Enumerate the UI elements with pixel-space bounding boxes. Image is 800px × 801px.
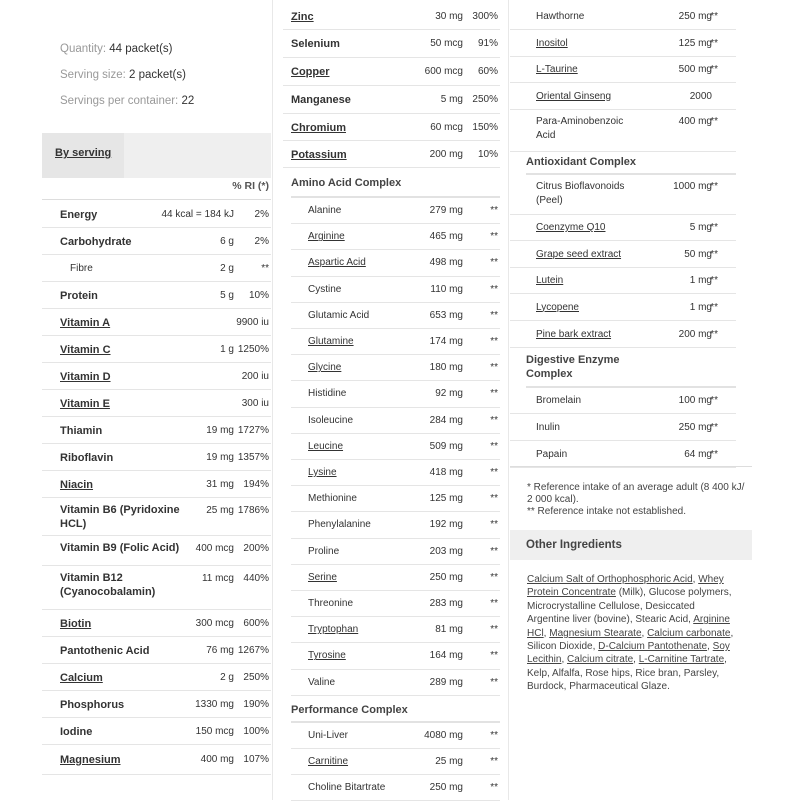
ingredient-ri: ** <box>710 275 718 286</box>
ingredient-amount: 418 mg <box>429 467 463 479</box>
nutrient-row <box>42 637 271 664</box>
ingredient-link[interactable]: Zinc <box>291 10 314 23</box>
ingredient-amount: 1 mg <box>689 275 712 286</box>
ingredient-link[interactable]: Tryptophan <box>308 624 359 636</box>
ingredient-name: Histidine <box>308 388 347 400</box>
ri-column-header: % RI (*) <box>232 180 269 192</box>
ingredient-amount: 465 mg <box>429 231 463 243</box>
ingredient-ri: ** <box>710 328 718 340</box>
tab-by-serving[interactable] <box>42 133 124 178</box>
ingredient-ri: ** <box>710 37 718 49</box>
nutrient-amount: 9900 iu <box>236 316 269 328</box>
ingredient-link[interactable]: L-Taurine <box>536 64 578 75</box>
nutrient-link[interactable]: Calcium <box>60 671 103 684</box>
ingredient-link[interactable]: Magnesium Stearate <box>549 627 642 639</box>
ingredient-amount: 250 mg <box>678 10 712 22</box>
ingredient-name: Papain <box>536 448 568 460</box>
ingredient-amount: 203 mg <box>429 545 463 557</box>
nutrient-ri: 200% <box>243 543 269 554</box>
ingredient-name: Uni-Liver <box>308 730 349 741</box>
amino-row <box>291 512 500 538</box>
nutrient-ri: 2% <box>254 208 269 220</box>
nutrient-row <box>42 201 271 228</box>
nutrient-amount: 400 mg <box>200 754 234 765</box>
nutrient-row <box>42 566 271 610</box>
ingredient-text: , <box>641 627 648 639</box>
nutrient-link[interactable]: Vitamin E <box>60 397 110 410</box>
ingredient-amount: 174 mg <box>429 336 463 348</box>
nutrient-row <box>42 664 271 691</box>
nutrient-ri: 440% <box>243 573 269 584</box>
nutrient-amount: 19 mg <box>206 451 234 463</box>
mineral-row <box>283 30 500 58</box>
nutrient-row <box>42 718 271 745</box>
antioxidant-row <box>510 321 736 348</box>
performance-row <box>291 749 500 775</box>
servings-per-container-value: 22 <box>181 95 195 107</box>
ingredient-name: Threonine <box>308 598 354 610</box>
nutrient-name: Phosphorus <box>60 698 125 711</box>
ingredient-link[interactable]: Glycine <box>308 362 342 374</box>
ingredient-ri: ** <box>710 222 718 233</box>
ingredient-ri: ** <box>490 336 498 348</box>
ingredient-ri: ** <box>490 257 498 269</box>
ingredient-amount: 498 mg <box>429 257 463 269</box>
ingredient-link[interactable]: Calcium carbonate <box>647 627 731 639</box>
amino-row <box>291 643 500 669</box>
nutrient-row <box>42 228 271 255</box>
other-ingredients-header <box>510 530 752 560</box>
ingredient-link[interactable]: Copper <box>291 66 330 78</box>
ingredient-amount: 30 mg <box>435 10 463 22</box>
ingredient-amount: 92 mg <box>435 388 463 400</box>
nutrient-ri: 10% <box>248 289 269 301</box>
ingredient-name: Hawthorne <box>536 10 585 22</box>
ingredient-link[interactable]: Glutamine <box>308 336 354 348</box>
ingredient-link[interactable]: Tyrosine <box>308 650 346 662</box>
nutrient-row <box>42 536 271 566</box>
ingredient-link[interactable]: L-Carnitine Tartrate <box>638 654 725 666</box>
ingredient-link[interactable]: Carnitine <box>308 756 349 767</box>
nutrient-row <box>42 255 271 282</box>
ingredient-ri: ** <box>490 650 498 662</box>
ingredient-amount: 5 mg <box>689 222 712 233</box>
nutrient-link[interactable]: Vitamin A <box>60 316 111 329</box>
ingredient-amount: 60 mcg <box>430 121 463 133</box>
nutrient-link[interactable]: Magnesium <box>60 754 121 766</box>
ingredient-amount: 1000 mg <box>673 181 712 192</box>
other-ingredients-list <box>527 573 739 694</box>
amino-row <box>291 303 500 329</box>
ingredient-name: Bromelain <box>536 395 582 406</box>
nutrient-row <box>42 390 271 417</box>
nutrient-name: Vitamin B6 (Pyridoxine HCL) <box>60 504 180 530</box>
herbal-row <box>510 110 736 152</box>
amino-row <box>291 460 500 486</box>
nutrient-row <box>42 282 271 309</box>
header-divider <box>42 199 271 200</box>
antioxidant-row <box>510 268 736 294</box>
ingredient-ri: 60% <box>477 66 498 77</box>
tab-by-serving-label: By serving <box>55 147 112 159</box>
ingredient-link[interactable]: Calcium citrate <box>567 654 634 666</box>
ingredient-ri: ** <box>490 440 498 452</box>
ingredient-name: Citrus Bioflavonoids (Peel) <box>536 181 625 206</box>
ingredient-amount: 509 mg <box>429 440 463 452</box>
amino-row <box>291 381 500 407</box>
ingredient-amount: 110 mg <box>430 283 463 295</box>
ingredient-name: Choline Bitartrate <box>308 782 386 793</box>
amino-row <box>291 329 500 355</box>
ingredient-name: Isoleucine <box>308 414 354 426</box>
ingredient-name: Para-Aminobenzoic Acid <box>536 116 624 141</box>
ingredient-amount: 500 mg <box>678 64 712 75</box>
ingredient-ri: ** <box>490 309 498 321</box>
ingredient-link[interactable]: Potassium <box>291 148 347 161</box>
ingredient-ri: ** <box>710 64 718 75</box>
nutrient-amount: 6 g <box>220 235 234 247</box>
nutrient-name: Carbohydrate <box>60 235 132 248</box>
mineral-row <box>283 141 500 168</box>
nutrient-row <box>42 691 271 718</box>
nutrient-ri: 1727% <box>237 424 269 436</box>
nutrient-link[interactable]: Vitamin D <box>60 370 111 383</box>
herbal-row <box>510 83 736 110</box>
quantity-label: Quantity: <box>60 43 107 55</box>
ingredient-amount: 192 mg <box>429 519 463 531</box>
other-ingredients-title: Other Ingredients <box>526 539 622 551</box>
ingredient-ri: ** <box>490 545 498 557</box>
footnote-not-established: ** Reference intake not established. <box>527 506 686 517</box>
nutrient-amount: 11 mcg <box>201 573 234 584</box>
ingredient-link[interactable]: Arginine <box>308 231 345 243</box>
ingredient-amount: 164 mg <box>429 650 463 662</box>
nutrient-ri: 1357% <box>237 451 269 463</box>
ingredient-amount: 400 mg <box>678 116 712 127</box>
quantity-line <box>60 43 173 55</box>
amino-row <box>291 670 500 696</box>
nutrient-amount: 44 kcal = 184 kJ <box>161 208 234 220</box>
ingredient-name: Cystine <box>308 283 342 295</box>
nutrient-name: Fibre <box>70 262 93 274</box>
ingredient-name: Phenylalanine <box>308 519 371 531</box>
amino-row <box>291 250 500 276</box>
nutrient-name: Iodine <box>60 725 93 738</box>
ingredient-text: , <box>692 574 699 585</box>
nutrient-amount: 19 mg <box>206 424 234 436</box>
nutrient-row <box>42 610 271 637</box>
ingredient-text: , <box>561 654 568 666</box>
nutrient-amount: 25 mg <box>206 505 234 516</box>
amino-row <box>291 355 500 381</box>
ingredient-name: Alanine <box>308 205 342 217</box>
ingredient-link[interactable]: Leucine <box>308 440 344 452</box>
nutrient-amount: 31 mg <box>206 478 234 490</box>
serving-size-value: 2 packet(s) <box>129 69 186 81</box>
antioxidant-row <box>510 215 736 241</box>
ingredient-amount: 250 mg <box>429 782 463 793</box>
nutrient-amount: 76 mg <box>206 644 234 656</box>
ingredient-ri: 91% <box>477 38 498 49</box>
ingredient-amount: 250 mg <box>678 421 712 433</box>
nutrient-ri: 190% <box>243 698 269 710</box>
nutrient-name: Vitamin B9 (Folic Acid) <box>60 542 180 554</box>
nutrient-link[interactable]: Biotin <box>60 617 92 630</box>
ingredient-link[interactable]: Serine <box>308 571 337 583</box>
performance-row <box>291 775 500 801</box>
ingredient-amount: 200 mg <box>429 148 463 160</box>
ingredient-name: Glutamic Acid <box>308 309 370 321</box>
ingredient-ri: ** <box>490 414 498 426</box>
ingredient-link[interactable]: D-Calcium Pantothenate <box>598 641 708 653</box>
ingredient-link[interactable]: Lysine <box>308 467 337 479</box>
ingredient-text: (Milk), Glucose polymers, Microcrystalline Cellulose, Desiccated Argentine liver (bovine), Stearic Acid, <box>527 587 732 626</box>
ingredient-ri: ** <box>490 782 498 793</box>
ingredient-amount: 125 mg <box>678 37 712 49</box>
ingredient-ri: ** <box>490 205 498 217</box>
ingredient-ri: ** <box>710 181 718 192</box>
nutrient-amount: 400 mcg <box>195 543 234 554</box>
notes-divider <box>510 466 752 467</box>
performance-complex-title: Performance Complex <box>291 704 408 716</box>
nutrient-ri: 250% <box>243 671 269 683</box>
ingredient-link[interactable]: Lutein <box>536 275 564 286</box>
ingredient-link[interactable]: Arginine HCl <box>527 614 730 639</box>
mineral-row <box>283 3 500 30</box>
ingredient-ri: ** <box>490 571 498 583</box>
nutrient-ri: 1250% <box>237 343 269 355</box>
ingredient-link[interactable]: Aspartic Acid <box>308 257 366 269</box>
ingredient-ri: ** <box>710 248 718 260</box>
ingredient-amount: 653 mg <box>429 309 463 321</box>
nutrient-ri: ** <box>261 262 269 274</box>
ingredient-name: Selenium <box>291 38 340 50</box>
ingredient-ri: ** <box>710 448 718 460</box>
ingredient-ri: ** <box>710 301 718 313</box>
ingredient-link[interactable]: Inositol <box>536 37 568 49</box>
servings-per-container-label: Servings per container: <box>60 95 179 107</box>
ingredient-ri: ** <box>490 598 498 610</box>
ingredient-text: , <box>633 654 639 666</box>
ingredient-amount: 279 mg <box>429 205 463 217</box>
amino-row <box>291 224 500 250</box>
herbal-row <box>510 57 736 83</box>
amino-row <box>291 277 500 303</box>
ingredient-name: Valine <box>308 676 336 688</box>
nutrient-ri: 1786% <box>237 505 269 516</box>
ingredient-link[interactable]: Grape seed extract <box>536 248 622 260</box>
ingredient-link[interactable]: Soy Lecithin <box>527 641 730 666</box>
ingredient-ri: 150% <box>472 121 498 133</box>
nutrient-ri: 600% <box>243 617 269 629</box>
ingredient-link[interactable]: Coenzyme Q10 <box>536 222 606 233</box>
enzyme-row <box>510 441 736 468</box>
ingredient-link[interactable]: Lycopene <box>536 301 579 313</box>
nutrient-name: Protein <box>60 289 98 302</box>
ingredient-amount: 50 mg <box>684 248 712 260</box>
nutrient-amount: 5 g <box>220 289 234 301</box>
footnote-ri: * Reference intake of an average adult (8 400 kJ/ 2 000 kcal). <box>527 482 745 505</box>
ingredient-amount: 50 mcg <box>430 38 463 49</box>
serving-size-line <box>60 69 186 81</box>
ingredient-amount: 1 mg <box>689 301 712 313</box>
ingredient-ri: 250% <box>472 94 498 105</box>
ingredient-amount: 180 mg <box>429 362 463 374</box>
ingredient-ri: 300% <box>472 10 498 22</box>
nutrient-ri: 1267% <box>237 644 269 656</box>
herbal-row <box>510 3 736 30</box>
ingredient-amount: 283 mg <box>429 598 463 610</box>
nutrient-row <box>42 309 271 336</box>
ingredient-amount: 200 mg <box>678 328 712 340</box>
performance-row <box>291 723 500 749</box>
ingredient-text: , Kelp, Alfalfa, Rose hips, Rice bran, Parsley, Burdock, Pharmaceutical Glaze. <box>527 654 727 693</box>
ingredient-amount: 284 mg <box>429 414 463 426</box>
nutrient-row <box>42 417 271 444</box>
ingredient-link[interactable]: Chromium <box>291 121 346 134</box>
nutrient-amount: 150 mcg <box>195 725 234 737</box>
ingredient-amount: 125 mg <box>429 493 463 505</box>
amino-row <box>291 591 500 617</box>
ingredient-ri: ** <box>490 467 498 479</box>
nutrient-row <box>42 444 271 471</box>
nutrient-ri: 100% <box>243 725 269 737</box>
amino-row <box>291 617 500 643</box>
nutrient-name: Vitamin B12 (Cyanocobalamin) <box>60 572 156 598</box>
nutrient-amount: 2 g <box>220 262 234 274</box>
nutrient-amount: 300 mcg <box>195 617 234 629</box>
antioxidant-row <box>510 294 736 321</box>
ingredient-ri: ** <box>490 730 498 741</box>
nutrient-row <box>42 471 271 498</box>
serving-size-label: Serving size: <box>60 69 126 81</box>
nutrient-ri: 107% <box>243 754 269 765</box>
nutrient-name: Pantothenic Acid <box>60 644 150 657</box>
ingredient-ri: ** <box>490 519 498 531</box>
ingredient-link[interactable]: Calcium Salt of Orthophosphoric Acid <box>527 574 693 585</box>
nutrient-amount: 2 g <box>220 671 234 683</box>
nutrient-amount: 1330 mg <box>195 698 234 710</box>
nutrient-amount: 300 iu <box>241 397 269 409</box>
nutrient-ri: 2% <box>254 235 269 247</box>
enzyme-row <box>510 414 736 441</box>
nutrient-amount: 1 g <box>220 343 234 355</box>
amino-acid-complex-title: Amino Acid Complex <box>291 177 402 189</box>
nutrient-name: Thiamin <box>60 424 103 437</box>
ingredient-name: Methionine <box>308 493 357 505</box>
nutrient-row <box>42 745 271 775</box>
amino-row <box>291 565 500 591</box>
serving-tab-bar <box>42 133 271 178</box>
mineral-row <box>283 114 500 141</box>
nutrient-row <box>42 336 271 363</box>
nutrition-column-main <box>42 0 271 800</box>
ingredient-ri: ** <box>490 283 498 295</box>
amino-row <box>291 486 500 512</box>
ingredient-ri: ** <box>490 493 498 505</box>
ingredient-amount: 600 mcg <box>424 66 463 77</box>
nutrient-row <box>42 498 271 536</box>
ingredient-link[interactable]: Pine bark extract <box>536 328 612 340</box>
amino-row <box>291 198 500 224</box>
nutrient-link[interactable]: Niacin <box>60 478 94 491</box>
nutrient-name: Energy <box>60 208 98 221</box>
antioxidant-complex-title: Antioxidant Complex <box>526 156 637 168</box>
ingredient-ri: ** <box>490 231 498 243</box>
ingredient-amount: 2000 <box>689 90 712 102</box>
ingredient-ri: ** <box>710 10 718 22</box>
ingredient-ri: ** <box>490 676 498 688</box>
nutrient-ri: 194% <box>243 478 269 490</box>
amino-row <box>291 539 500 565</box>
ingredient-amount: 250 mg <box>429 571 463 583</box>
ingredient-amount: 5 mg <box>440 94 463 105</box>
ingredient-name: Manganese <box>291 94 351 106</box>
ingredient-amount: 4080 mg <box>424 730 463 741</box>
ingredient-ri: ** <box>490 388 498 400</box>
ingredient-text: , Silicon Dioxide, <box>527 627 734 653</box>
antioxidant-row <box>510 241 736 268</box>
ingredient-amount: 289 mg <box>429 676 463 688</box>
ingredient-ri: ** <box>490 362 498 374</box>
ingredient-ri: ** <box>710 395 718 406</box>
ingredient-ri: ** <box>710 421 718 433</box>
ingredient-amount: 100 mg <box>678 395 712 406</box>
ingredient-ri: 10% <box>477 148 498 160</box>
ingredient-text: , <box>543 627 550 639</box>
nutrient-row <box>42 363 271 390</box>
amino-row <box>291 434 500 460</box>
ingredient-amount: 64 mg <box>684 448 712 460</box>
ingredient-link[interactable]: Oriental Ginseng <box>536 90 612 102</box>
ingredient-name: Proline <box>308 545 340 557</box>
ingredient-ri: ** <box>490 756 498 767</box>
ingredient-ri: ** <box>710 116 718 127</box>
nutrient-name: Riboflavin <box>60 451 114 464</box>
ingredient-ri: ** <box>490 624 498 636</box>
ingredient-amount: 25 mg <box>435 756 463 767</box>
amino-row <box>291 408 500 434</box>
digestive-enzyme-complex-title: Digestive Enzyme Complex <box>526 354 620 380</box>
ingredient-amount: 81 mg <box>435 624 463 636</box>
nutrient-amount: 200 iu <box>241 370 269 382</box>
nutrient-link[interactable]: Vitamin C <box>60 343 111 356</box>
servings-per-container-line <box>60 95 194 107</box>
herbal-row <box>510 30 736 57</box>
enzyme-row <box>510 388 736 414</box>
ingredient-link[interactable]: Whey Protein Concentrate <box>527 574 724 599</box>
mineral-row <box>283 58 500 86</box>
quantity-value: 44 packet(s) <box>109 43 173 55</box>
ingredient-text: , <box>707 641 713 653</box>
ingredient-name: Inulin <box>536 421 560 433</box>
antioxidant-row <box>510 175 736 215</box>
mineral-row <box>283 86 500 114</box>
